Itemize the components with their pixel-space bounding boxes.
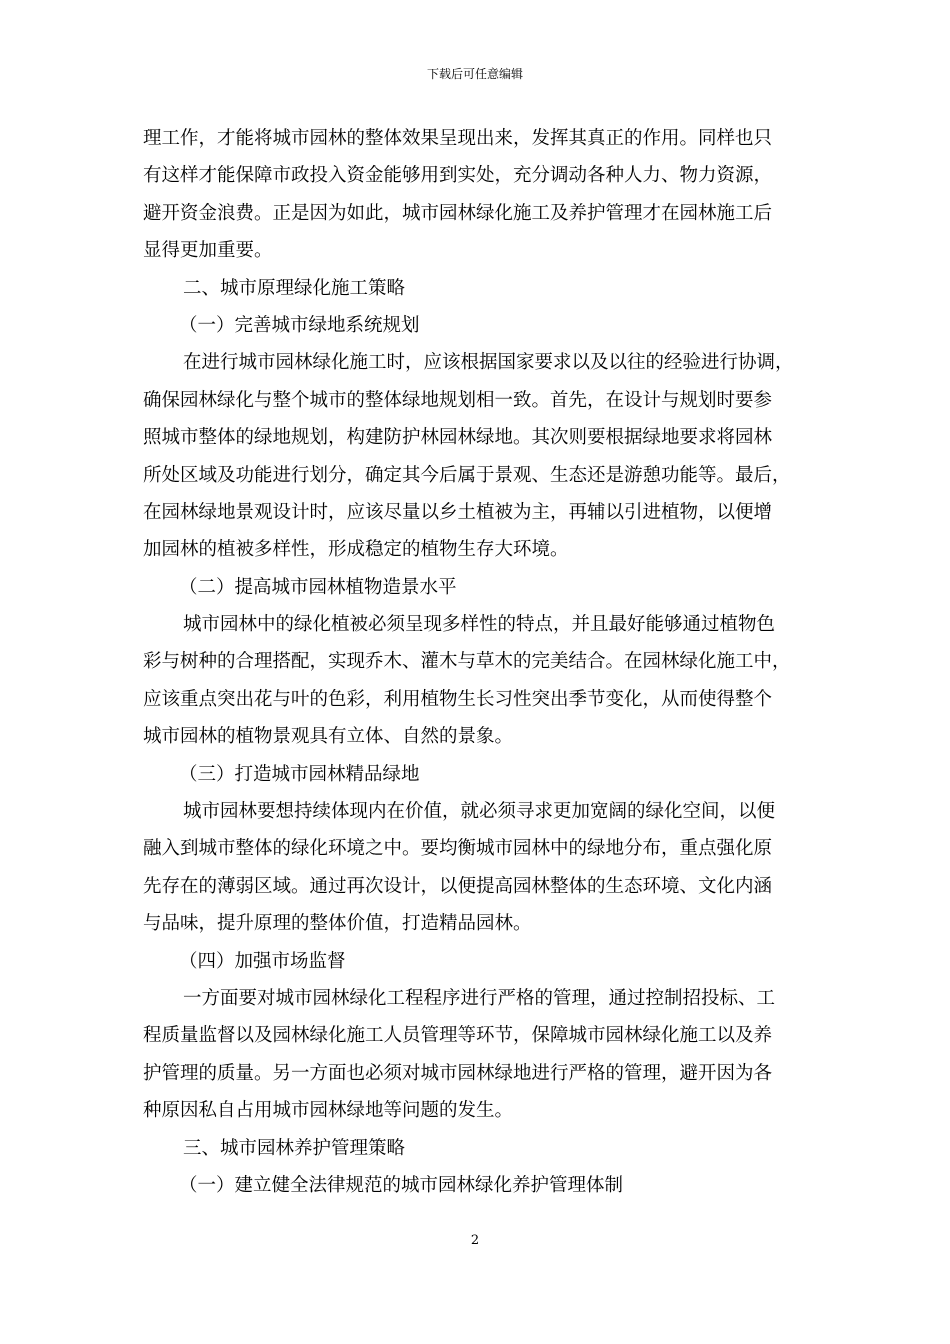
page-number: 2: [470, 1233, 480, 1248]
document-body: [143, 120, 808, 1204]
text-line: 避开资金浪费。正是因为如此，城市园林绿化施工及养护管理才在园林施工后: [143, 202, 773, 224]
text-line: 理工作，才能将城市园林的整体效果呈现出来，发挥其真正的作用。同样也只: [143, 128, 773, 149]
text-line: 与品味，提升原理的整体价值，打造精品园林。: [143, 913, 532, 935]
text-line: 彩与树种的合理搭配，实现乔木、灌木与草木的完美结合。在园林绿化施工中，: [143, 651, 791, 673]
section-heading: 二、城市原理绿化施工策略: [183, 277, 406, 299]
text-line: 在园林绿地景观设计时，应该尽量以乡土植被为主，再辅以引进植物，以便增: [143, 501, 773, 523]
section-heading: 三、城市园林养护管理策略: [183, 1137, 406, 1159]
subsection-heading: （一）完善城市绿地系统规划: [179, 314, 420, 336]
text-line: 显得更加重要。: [143, 240, 273, 262]
text-line: 照城市整体的绿地规划，构建防护林园林绿地。其次则要根据绿地要求将园林: [143, 427, 773, 449]
text-line: 一方面要对城市园林绿化工程程序进行严格的管理，通过控制招投标、工: [183, 987, 776, 1009]
text-line: 加园林的植被多样性，形成稳定的植物生存大环境。: [143, 539, 569, 561]
text-line: 确保园林绿化与整个城市的整体绿地规划相一致。首先，在设计与规划时要参: [143, 389, 773, 411]
text-line: 应该重点突出花与叶的色彩，利用植物生长习性突出季节变化，从而使得整个: [143, 688, 773, 710]
text-line: 城市园林的植物景观具有立体、自然的景象。: [143, 726, 514, 748]
text-line: 护管理的质量。另一方面也必须对城市园林绿地进行严格的管理，避开因为各: [143, 1062, 773, 1084]
text-line: 先存在的薄弱区域。通过再次设计，以便提高园林整体的生态环境、文化内涵: [143, 875, 773, 897]
subsection-heading: （一）建立健全法律规范的城市园林绿化养护管理体制: [179, 1174, 624, 1196]
text-line: 程质量监督以及园林绿化施工人员管理等环节，保障城市园林绿化施工以及养: [143, 1025, 773, 1047]
subsection-heading: （二）提高城市园林植物造景水平: [179, 576, 457, 598]
text-line: 城市园林要想持续体现内在价值，就必须寻求更加宽阔的绿化空间，以便: [183, 801, 776, 823]
text-line: 城市园林中的绿化植被必须呈现多样性的特点，并且最好能够通过植物色: [183, 614, 776, 636]
page-header: 下载后可任意编辑: [426, 67, 523, 81]
text-line: 种原因私自占用城市园林绿地等问题的发生。: [143, 1100, 514, 1122]
text-line: 所处区域及功能进行划分，确定其今后属于景观、生态还是游憩功能等。最后，: [143, 464, 791, 486]
text-line: 融入到城市整体的绿化环境之中。要均衡城市园林中的绿地分布，重点强化原: [143, 838, 773, 860]
text-line: 在进行城市园林绿化施工时，应该根据国家要求以及以往的经验进行协调，: [183, 352, 794, 374]
text-line: 有这样才能保障市政投入资金能够用到实处，充分调动各种人力、物力资源，: [143, 165, 773, 187]
subsection-heading: （三）打造城市园林精品绿地: [179, 763, 420, 785]
subsection-heading: （四）加强市场监督: [179, 950, 346, 972]
